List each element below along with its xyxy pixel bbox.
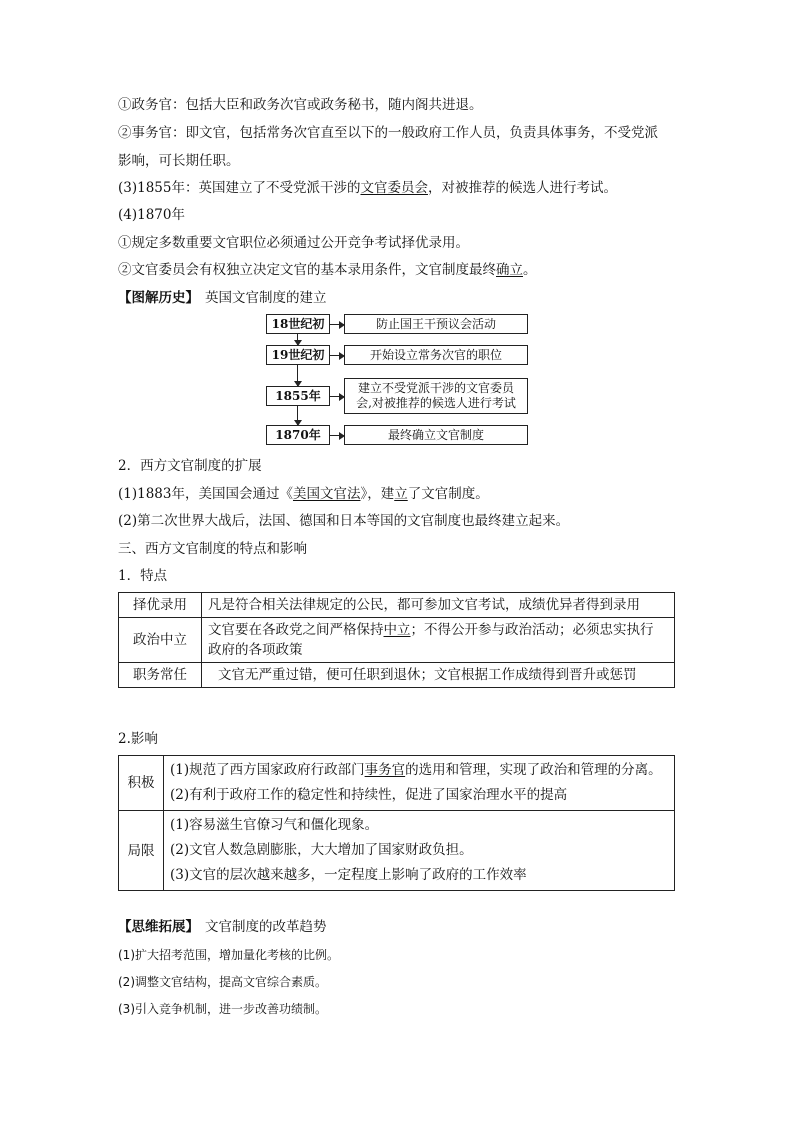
diagram-year-2: 19世纪初 bbox=[266, 345, 330, 365]
heading-text: 英国文官制度的建立 bbox=[205, 290, 327, 306]
text: 政府的各项政策 bbox=[208, 642, 303, 658]
text: (3)1855年：英国建立了不受党派干涉的 bbox=[118, 180, 361, 196]
feature-label: 政治中立 bbox=[119, 618, 202, 663]
section3-title: 三、西方文官制度的特点和影响 bbox=[118, 541, 307, 557]
underlined-term: 文官委员会 bbox=[360, 180, 428, 196]
section2-para-1 bbox=[118, 485, 489, 503]
impact-table bbox=[118, 755, 675, 891]
feature-label: 职务常任 bbox=[119, 663, 202, 688]
intro-line-6: ①规定多数重要文官职位必须通过公开竞争考试择优录用。 bbox=[118, 235, 469, 251]
extension-item: (1)扩大招考范围，增加量化考核的比例。 bbox=[118, 948, 339, 962]
arrow-right-icon bbox=[330, 396, 344, 397]
diagram-event-2: 开始设立常务次官的职位 bbox=[344, 345, 528, 365]
heading-text: 文官制度的改革趋势 bbox=[205, 919, 327, 935]
diagram-year-4: 1870年 bbox=[266, 425, 330, 445]
text: 。 bbox=[523, 262, 537, 278]
feature-text: 凡是符合相关法律规定的公民，都可参加文官考试，成绩优异者得到录用 bbox=[202, 593, 675, 618]
text: 文官要在各政党之间严格保持 bbox=[208, 622, 384, 638]
text: (2)有利于政府工作的稳定性和持续性，促进了国家治理水平的提高 bbox=[170, 787, 568, 803]
impact-text bbox=[164, 756, 675, 811]
table-row bbox=[119, 593, 675, 618]
text: ②文官委员会有权独立决定文官的基本录用条件，文官制度最终 bbox=[118, 262, 496, 278]
intro-line-7 bbox=[118, 261, 537, 279]
event-line: 会,对被推荐的候选人进行考试 bbox=[356, 396, 516, 410]
intro-line-3: 影响，可长期任职。 bbox=[118, 153, 240, 169]
diagram-year-1: 18世纪初 bbox=[266, 314, 330, 334]
intro-line-5: (4)1870年 bbox=[118, 207, 185, 223]
arrow-right-icon bbox=[330, 324, 344, 325]
underlined-term: 事务官 bbox=[364, 762, 406, 778]
text: (1)容易滋生官僚习气和僵化现象。 bbox=[170, 817, 379, 833]
text: (2)文官人数急剧膨胀，大大增加了国家财政负担。 bbox=[170, 842, 473, 858]
table-row bbox=[119, 663, 675, 688]
arrow-right-icon bbox=[330, 435, 344, 436]
text: (1)规范了西方国家政府行政部门 bbox=[170, 762, 365, 778]
impact-label: 积极 bbox=[119, 756, 164, 811]
intro-line-4 bbox=[118, 179, 617, 197]
intro-line-2: ②事务官：即文官，包括常务次官直至以下的一般政府工作人员，负责具体事务，不受党派 bbox=[118, 125, 658, 141]
event-line: 建立不受党派干涉的文官委员 bbox=[357, 381, 514, 395]
feature-text bbox=[202, 618, 675, 663]
table-row bbox=[119, 618, 675, 663]
diagram-event-4: 最终确立文官制度 bbox=[344, 425, 528, 445]
timeline-diagram bbox=[266, 314, 532, 448]
feature-text: 文官无严重过错，便可任职到退休；文官根据工作成绩得到晋升或惩罚 bbox=[202, 663, 675, 688]
underlined-term: 确立 bbox=[496, 262, 523, 278]
table-row bbox=[119, 756, 675, 811]
section2-title: 2．西方文官制度的扩展 bbox=[118, 458, 262, 474]
arrow-down-icon bbox=[297, 406, 298, 425]
text: (1)1883年，美国国会通过《 bbox=[118, 486, 293, 502]
intro-line-1: ①政务官：包括大臣和政务次官或政务秘书，随内阁共进退。 bbox=[118, 97, 483, 113]
features-table bbox=[118, 592, 675, 688]
text: 》，建 bbox=[360, 486, 395, 502]
text: 了文官制度。 bbox=[407, 486, 489, 502]
diagram-heading bbox=[118, 289, 327, 307]
underlined-term: 中立 bbox=[383, 622, 411, 638]
heading-tag: 【图解历史】 bbox=[118, 290, 199, 306]
impact-label: 局限 bbox=[119, 811, 164, 891]
diagram-event-1: 防止国王干预议会活动 bbox=[344, 314, 528, 334]
impact-subtitle: 2.影响 bbox=[118, 731, 158, 747]
impact-text bbox=[164, 811, 675, 891]
section2-para-2: (2)第二次世界大战后，法国、德国和日本等国的文官制度也最终建立起来。 bbox=[118, 513, 570, 529]
extension-heading bbox=[118, 918, 327, 936]
underlined-term: 立 bbox=[394, 486, 408, 502]
underlined-term: 美国文官法 bbox=[292, 486, 361, 502]
extension-item: (2)调整文官结构，提高文官综合素质。 bbox=[118, 975, 327, 989]
diagram-event-3 bbox=[344, 378, 528, 414]
arrow-down-icon bbox=[297, 334, 298, 345]
heading-tag: 【思维拓展】 bbox=[118, 919, 199, 935]
text: 的选用和管理，实现了政治和管理的分离。 bbox=[405, 762, 662, 778]
feature-label: 择优录用 bbox=[119, 593, 202, 618]
text: (3)文官的层次越来越多，一定程度上影响了政府的工作效率 bbox=[170, 867, 527, 883]
text: ；不得公开参与政治活动；必须忠实执行 bbox=[410, 622, 654, 638]
table-row bbox=[119, 811, 675, 891]
diagram-year-3: 1855年 bbox=[266, 386, 330, 406]
text: ，对被推荐的候选人进行考试。 bbox=[427, 180, 617, 196]
features-subtitle: 1．特点 bbox=[118, 568, 168, 584]
extension-item: (3)引入竞争机制，进一步改善功绩制。 bbox=[118, 1002, 327, 1016]
arrow-right-icon bbox=[330, 355, 344, 356]
arrow-down-icon bbox=[297, 365, 298, 386]
